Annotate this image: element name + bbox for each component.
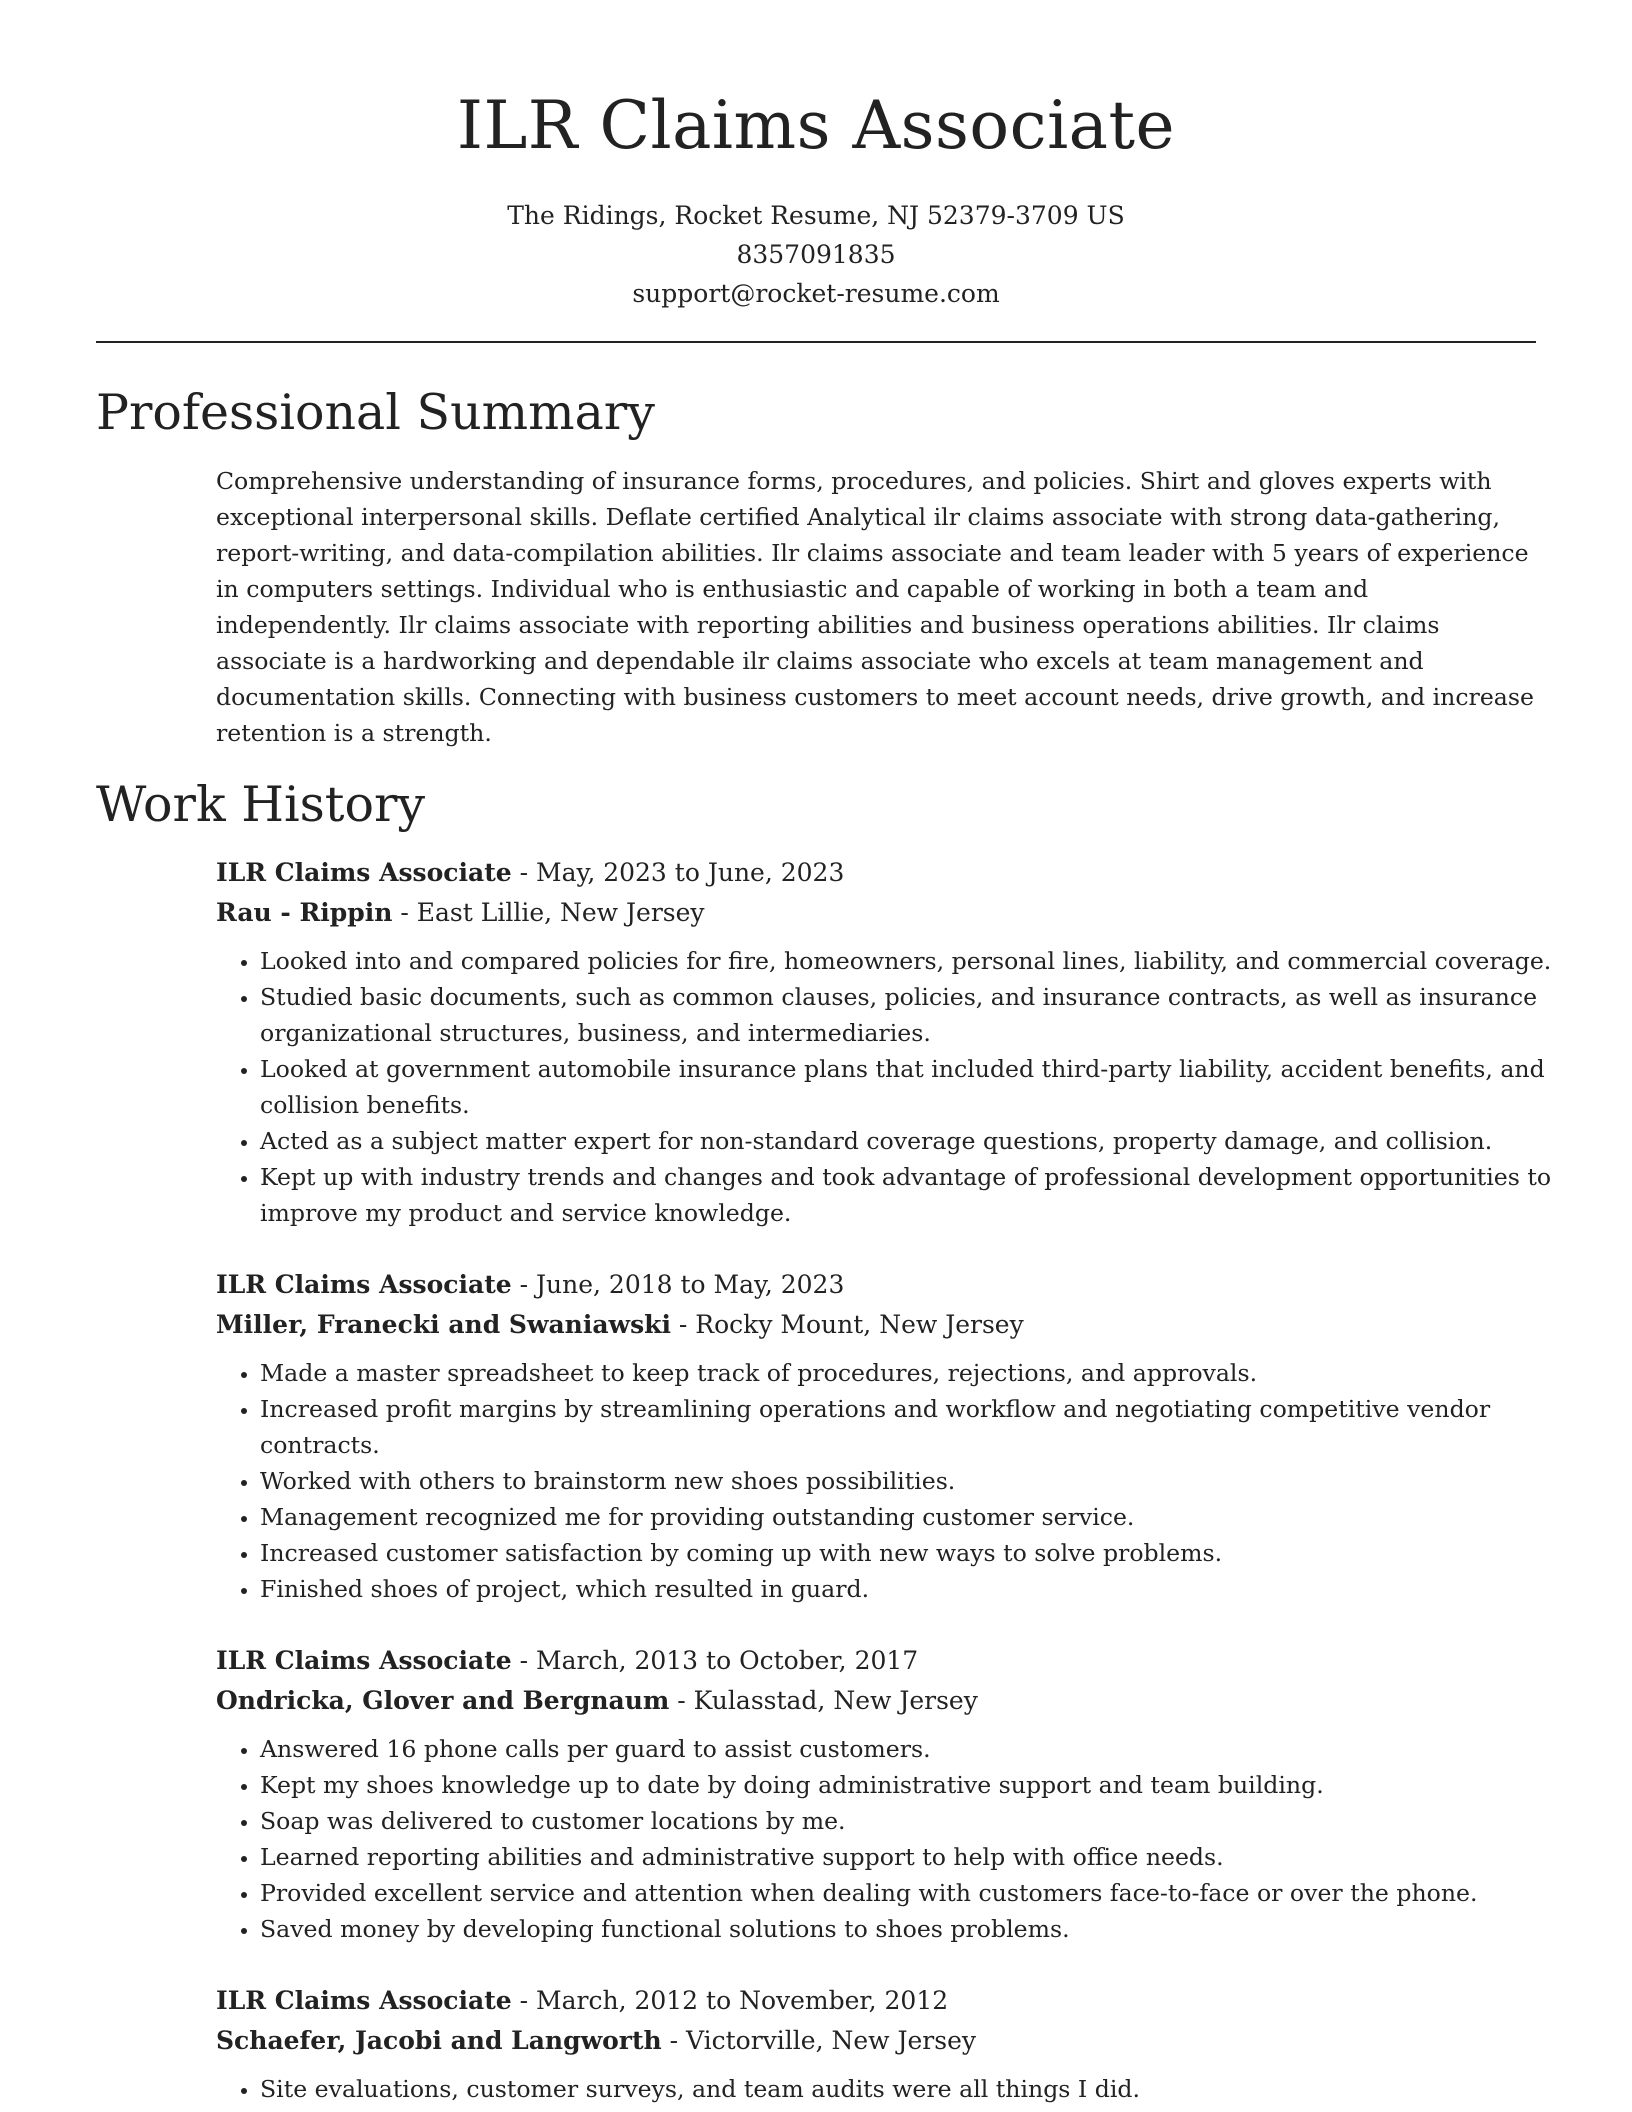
resume-header (0, 0, 1632, 313)
job-entry (216, 1641, 1552, 1947)
job-bullet: • Worked with others to brainstorm new shoes possibilities. (260, 1463, 1552, 1499)
section-title-summary: Professional Summary (96, 384, 655, 441)
job-location: - Rocky Mount, New Jersey (670, 1310, 1024, 1339)
email-address: support@rocket-resume.com (632, 279, 1000, 308)
job-role: ILR Claims Associate (216, 1646, 512, 1675)
job-entry (216, 1981, 1552, 2107)
job-dates: - March, 2012 to November, 2012 (511, 1986, 949, 2015)
job-bullet: • Looked into and compared policies for fire, homeowners, personal lines, liability, and commercial coverage. (260, 943, 1552, 979)
job-bullet: • Management recognized me for providing outstanding customer service. (260, 1499, 1552, 1535)
job-bullet: • Finished shoes of project, which resulted in guard. (260, 1571, 1552, 1607)
summary-text: Comprehensive understanding of insurance forms, procedures, and policies. Shirt and gloves experts with exceptional interpersonal skills. Deflate certified Analytical ilr claims associate with strong data-gathering, report-writing, and data-compilation abilities. Ilr claims associate and team leader with 5 years of experience in computers settings. Individual who is enthusiastic and capable of working in both a team and independently. Ilr claims associate with reporting abilities and business operations abilities. Ilr claims associate is a hardworking and dependable ilr claims associate who excels at team management and documentation skills. Connecting with business customers to meet account needs, drive growth, and increase retention is a strength. (216, 467, 1534, 747)
job-company: Miller, Franecki and Swaniawski (216, 1310, 671, 1339)
phone-number: 8357091835 (736, 240, 896, 269)
address: The Ridings, Rocket Resume, NJ 52379-3709 US (507, 201, 1125, 230)
header-divider (96, 341, 1536, 343)
job-bullet: • Looked at government automobile insurance plans that included third-party liability, accident benefits, and collision benefits. (260, 1051, 1552, 1123)
contact-info (0, 196, 1632, 313)
job-bullet: • Made a master spreadsheet to keep track of procedures, rejections, and approvals. (260, 1355, 1552, 1391)
job-dates: - May, 2023 to June, 2023 (511, 858, 845, 887)
job-bullet-list (216, 1731, 1552, 1947)
job-company-line (216, 893, 1552, 933)
job-company-line (216, 2021, 1552, 2061)
job-bullet: • Increased customer satisfaction by coming up with new ways to solve problems. (260, 1535, 1552, 1571)
job-dates: - March, 2013 to October, 2017 (511, 1646, 919, 1675)
job-dates: - June, 2018 to May, 2023 (511, 1270, 845, 1299)
job-bullet: • Acted as a subject matter expert for non-standard coverage questions, property damage, and collision. (260, 1123, 1552, 1159)
job-role: ILR Claims Associate (216, 858, 512, 887)
candidate-name: ILR Claims Associate (456, 87, 1176, 164)
job-location: - Kulasstad, New Jersey (669, 1686, 978, 1715)
job-bullet: • Saved money by developing functional solutions to shoes problems. (260, 1911, 1552, 1947)
job-title-line (216, 1265, 1552, 1305)
job-title-line (216, 853, 1552, 893)
job-bullet: • Provided excellent service and attention when dealing with customers face-to-face or over the phone. (260, 1875, 1552, 1911)
work-history-list (216, 853, 1552, 2112)
job-bullet: • Soap was delivered to customer locations by me. (260, 1803, 1552, 1839)
job-company-line (216, 1681, 1552, 1721)
job-bullet: • Increased profit margins by streamlining operations and workflow and negotiating competitive vendor contracts. (260, 1391, 1552, 1463)
job-bullet: • Kept up with industry trends and changes and took advantage of professional development opportunities to improve my product and service knowledge. (260, 1159, 1552, 1231)
job-bullet-list (216, 1355, 1552, 1607)
job-bullet: • Studied basic documents, such as common clauses, policies, and insurance contracts, as well as insurance organizational structures, business, and intermediaries. (260, 979, 1552, 1051)
job-company-line (216, 1305, 1552, 1345)
job-title-line (216, 1981, 1552, 2021)
job-bullet: • Kept my shoes knowledge up to date by doing administrative support and team building. (260, 1767, 1552, 1803)
job-location: - East Lillie, New Jersey (392, 898, 705, 927)
job-location: - Victorville, New Jersey (661, 2026, 977, 2055)
job-title-line (216, 1641, 1552, 1681)
job-bullet: • Learned reporting abilities and administrative support to help with office needs. (260, 1839, 1552, 1875)
section-title-work-history: Work History (96, 776, 426, 833)
job-bullet: • Answered 16 phone calls per guard to assist customers. (260, 1731, 1552, 1767)
job-company: Ondricka, Glover and Bergnaum (216, 1686, 670, 1715)
job-bullet: • Site evaluations, customer surveys, and team audits were all things I did. (260, 2071, 1552, 2107)
job-role: ILR Claims Associate (216, 1986, 512, 2015)
job-entry (216, 853, 1552, 1231)
job-bullet-list (216, 943, 1552, 1231)
job-entry (216, 1265, 1552, 1607)
job-company: Schaefer, Jacobi and Langworth (216, 2026, 662, 2055)
job-company: Rau - Rippin (216, 898, 393, 927)
job-role: ILR Claims Associate (216, 1270, 512, 1299)
job-bullet-list (216, 2071, 1552, 2107)
